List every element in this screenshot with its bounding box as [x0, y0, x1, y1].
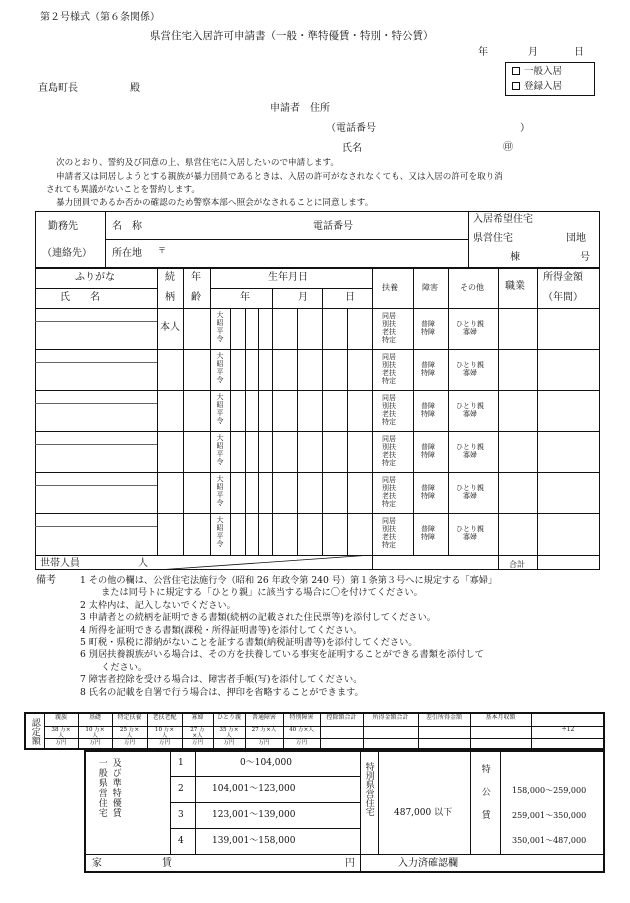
date-month[interactable]: 月: [528, 47, 538, 58]
tokuyu-label: 及び準特優賃: [110, 758, 121, 818]
other-option[interactable]: ひとり親: [456, 443, 484, 451]
dependent-option[interactable]: 同居: [382, 312, 396, 320]
col-age-2: 齢: [191, 292, 201, 303]
deduction-col-header: ひとり親: [217, 714, 242, 721]
era-options[interactable]: [214, 311, 226, 343]
range-no-4: 4: [178, 836, 184, 846]
era-option[interactable]: 昭: [216, 442, 224, 450]
dependent-option[interactable]: 同居: [382, 435, 396, 443]
col-age-1: 年: [191, 272, 201, 283]
disability-option[interactable]: 特障: [421, 410, 435, 418]
era-option[interactable]: 令: [216, 417, 224, 425]
rent-label: 家 賃: [92, 858, 172, 869]
applicant-name-label: 氏名: [342, 143, 362, 154]
range-1: 0～104,000: [240, 758, 292, 768]
deduction-col-header: 普通障害: [251, 714, 276, 721]
special-housing-label: 特別県営住宅: [363, 762, 374, 816]
disability-option[interactable]: 特障: [421, 533, 435, 541]
era-option[interactable]: 平: [216, 368, 224, 376]
era-option[interactable]: 昭: [216, 483, 224, 491]
era-option[interactable]: 平: [216, 409, 224, 417]
other-options[interactable]: [456, 361, 484, 377]
deduction-unit: 万円: [295, 740, 308, 746]
col-occupation: 職業: [505, 281, 525, 292]
disability-option[interactable]: 普障: [421, 402, 435, 410]
dependent-options[interactable]: [382, 312, 396, 344]
dependent-option[interactable]: 別扶: [382, 402, 396, 410]
disability-option[interactable]: 特障: [421, 328, 435, 336]
era-option[interactable]: 大: [216, 311, 224, 319]
deduction-col-header: 所得金額合計: [372, 714, 409, 721]
household-diagonal: [157, 555, 372, 570]
col-birth-year: 年: [240, 292, 250, 303]
complex-label: 団地: [566, 233, 586, 244]
era-option[interactable]: 大: [216, 475, 224, 483]
deduction-unit: 万円: [258, 740, 270, 746]
dependent-options[interactable]: [382, 435, 396, 467]
applicant-phone-close: ）: [520, 123, 530, 134]
col-income-1: 所得金額: [543, 272, 583, 283]
dependent-option[interactable]: 特定: [382, 500, 396, 508]
dependent-option[interactable]: 別扶: [382, 320, 396, 328]
note-item: 4 所得を証明できる書類(課税・所得証明書等)を添付してください。: [80, 624, 363, 636]
dependent-option[interactable]: 特定: [382, 377, 396, 385]
col-dependents: 扶養: [382, 283, 398, 292]
dependent-option[interactable]: 別扶: [382, 361, 396, 369]
era-options[interactable]: [214, 393, 226, 425]
form-title: 県営住宅入居許可申請書（一般・準特優賃・特別・特公賃）: [150, 30, 434, 42]
other-option[interactable]: ひとり親: [456, 525, 484, 533]
other-option[interactable]: 寡婦: [463, 328, 477, 336]
deduction-rate: 35 万×人: [219, 727, 239, 740]
disability-options[interactable]: [421, 320, 435, 336]
other-option[interactable]: 寡婦: [463, 533, 477, 541]
disability-option[interactable]: 普障: [421, 320, 435, 328]
dependent-options[interactable]: [382, 517, 396, 549]
other-option[interactable]: ひとり親: [456, 320, 484, 328]
addressee: 直島町長: [38, 83, 78, 94]
dependent-option[interactable]: 特定: [382, 418, 396, 426]
range-2: 104,001～123,000: [212, 784, 296, 794]
option-general-entry[interactable]: [512, 66, 562, 77]
col-furigana: ふりがな: [75, 272, 115, 283]
disability-options[interactable]: [421, 484, 435, 500]
note-item: 8 氏名の記載を自署で行う場合は、押印を省略することができます。: [80, 686, 364, 698]
date-day[interactable]: 日: [574, 47, 584, 58]
housing-label: 県営住宅: [473, 233, 513, 244]
era-option[interactable]: 令: [216, 335, 224, 343]
dependent-option[interactable]: 特定: [382, 336, 396, 344]
other-options[interactable]: [456, 525, 484, 541]
note-item: 1 その他の欄は、公営住宅法施行令（昭和 26 年政令第 240 号）第１条第３号へに規定する「寡婦」: [80, 575, 498, 586]
disability-option[interactable]: 普障: [421, 443, 435, 451]
option-label: 一般入居: [524, 66, 563, 77]
other-options[interactable]: [456, 320, 484, 336]
dependent-option[interactable]: 別扶: [382, 525, 396, 533]
household-unit: 人: [138, 558, 148, 569]
other-option[interactable]: ひとり親: [456, 402, 484, 410]
deduction-col-header: 寡婦: [191, 714, 204, 721]
col-birth: 生年月日: [268, 272, 308, 283]
col-other: その他: [460, 283, 484, 292]
other-option[interactable]: 寡婦: [463, 492, 477, 500]
dependent-option[interactable]: 老扶: [382, 410, 396, 418]
general-housing-label: 一般県営住宅: [96, 758, 107, 818]
era-option[interactable]: 令: [216, 499, 224, 507]
era-option[interactable]: 大: [216, 516, 224, 524]
era-options[interactable]: [214, 352, 226, 384]
deduction-col-header: 控除額合計: [326, 714, 357, 721]
household-label: 世帯人員: [40, 558, 80, 569]
checkbox[interactable]: [512, 67, 520, 75]
deduction-rate: 40 万×人: [289, 727, 314, 733]
era-option[interactable]: 大: [216, 393, 224, 401]
dependent-option[interactable]: 老扶: [382, 492, 396, 500]
range-4: 139,001～158,000: [212, 836, 296, 846]
rent-unit: 円: [345, 858, 355, 869]
deduction-rate: 38 万×人: [51, 727, 71, 740]
disability-options[interactable]: [421, 525, 435, 541]
other-option[interactable]: 寡婦: [463, 410, 477, 418]
deduction-col-header: 特定扶養: [117, 714, 142, 721]
disability-option[interactable]: 特障: [421, 451, 435, 459]
intro-paragraph-2b: されても異議がないことを誓約します。: [46, 185, 201, 195]
era-option[interactable]: 昭: [216, 319, 224, 327]
disability-options[interactable]: [421, 402, 435, 418]
intro-paragraph-1: 次のとおり、誓約及び同意の上、県営住宅に入居したいので申請します。: [56, 158, 339, 168]
deduction-col-header: 老扶老配: [152, 714, 177, 721]
dependent-option[interactable]: 同居: [382, 476, 396, 484]
workplace-name-label: 名 称: [112, 221, 142, 232]
other-options[interactable]: [456, 443, 484, 459]
tokkou-range-2: 259,001～350,000: [512, 811, 587, 820]
tokkou-label: 特公賃: [479, 764, 490, 833]
era-options[interactable]: [214, 516, 226, 548]
era-option[interactable]: 平: [216, 327, 224, 335]
other-options[interactable]: [456, 484, 484, 500]
note-item: または同号トに規定する「ひとり親」に該当する場合に〇を付けてください。: [92, 587, 423, 599]
desired-housing-label: 入居希望住宅: [473, 214, 533, 225]
deduction-rate: 10 万×人: [154, 727, 175, 740]
note-item: 5 町税・県税に滞納がないことを証する書類(納税証明書等)を添付してください。: [80, 637, 418, 648]
range-no-1: 1: [178, 758, 184, 768]
deduction-unit: 万円: [158, 740, 171, 746]
workplace-phone-label: 電話番号: [313, 221, 353, 232]
disability-option[interactable]: 特障: [421, 369, 435, 377]
intro-paragraph-3: 暴力団員であるか否かの確認のため警察本部へ照会がなされることに同意します。: [56, 198, 374, 208]
deduction-rate: 25 万×人: [119, 727, 140, 740]
date-year[interactable]: 年: [478, 47, 488, 58]
col-name: 氏 名: [60, 292, 100, 303]
dependent-option[interactable]: 老扶: [382, 533, 396, 541]
seal-mark: ㊞: [503, 142, 513, 153]
other-option[interactable]: ひとり親: [456, 361, 484, 369]
col-income-2: （年間）: [543, 292, 583, 303]
other-option[interactable]: 寡婦: [463, 369, 477, 377]
deduction-col-header: 差引所得金額: [425, 714, 462, 721]
era-options[interactable]: [214, 475, 226, 507]
workplace-contact-label: （連絡先）: [42, 248, 92, 259]
postal-mark: 〒: [158, 246, 166, 255]
other-option[interactable]: 寡婦: [463, 451, 477, 459]
deduction-rate: 10 万×人: [85, 727, 105, 740]
dependent-option[interactable]: 老扶: [382, 328, 396, 336]
era-option[interactable]: 昭: [216, 401, 224, 409]
special-range: 487,000 以下: [394, 808, 453, 818]
disability-options[interactable]: [421, 361, 435, 377]
deduction-side-label: 認定額: [29, 718, 40, 745]
deduction-unit: 万円: [55, 740, 67, 746]
dependent-option[interactable]: 同居: [382, 517, 396, 525]
other-option[interactable]: ひとり親: [456, 484, 484, 492]
dependent-options[interactable]: [382, 353, 396, 385]
deduction-col-header: 基本月収額: [485, 714, 516, 721]
tokkou-range-1: 158,000～259,000: [512, 786, 587, 795]
dependent-option[interactable]: 別扶: [382, 484, 396, 492]
notes-label: 備考: [36, 575, 56, 586]
dependent-option[interactable]: 別扶: [382, 443, 396, 451]
col-relation-2: 柄: [165, 292, 175, 303]
col-birth-month: 月: [298, 292, 308, 303]
note-item: 6 別居扶養親族がいる場合は、その方を扶養している事実を証明することができる書類を添付して: [80, 649, 484, 661]
intro-paragraph-2a: 申請者又は同居しようとする親族が暴力団員であるときは、入居の許可がなされなくても、又は入居の許可を取り消: [56, 172, 503, 182]
option-label: 登録入居: [524, 81, 563, 92]
deduction-divisor: ÷12: [561, 726, 575, 733]
dependent-option[interactable]: 同居: [382, 394, 396, 402]
deduction-rate: 27 万×人: [251, 727, 277, 733]
deduction-unit: 万円: [191, 740, 204, 746]
deduction-col-header: 基礎: [88, 714, 101, 721]
dependent-option[interactable]: 老扶: [382, 451, 396, 459]
checkbox[interactable]: [512, 82, 520, 90]
building-label: 棟: [510, 252, 520, 263]
tokkou-range-3: 350,001～487,000: [512, 836, 587, 845]
total-label: 合計: [509, 560, 525, 569]
era-option[interactable]: 令: [216, 376, 224, 384]
deduction-col-header: 特別障害: [289, 714, 314, 721]
range-3: 123,001～139,000: [212, 810, 296, 820]
dependent-option[interactable]: 特定: [382, 541, 396, 549]
applicant-address-label: 申請者 住所: [270, 103, 330, 114]
disability-option[interactable]: 普障: [421, 525, 435, 533]
col-relation-1: 続: [165, 272, 175, 283]
note-item: 3 申請者との続柄を証明できる書類(続柄の記載された住民票等)を添付してください。: [80, 612, 436, 624]
entry-confirm-label: 入力済確認欄: [398, 858, 458, 869]
era-option[interactable]: 大: [216, 352, 224, 360]
family-table: [35, 268, 600, 570]
disability-option[interactable]: 普障: [421, 361, 435, 369]
deduction-unit: 万円: [223, 740, 235, 746]
era-option[interactable]: 昭: [216, 360, 224, 368]
option-registered-entry[interactable]: [512, 81, 562, 92]
note-item: 2 太枠内は、記入しないでください。: [80, 599, 236, 611]
workplace-label: 勤務先: [48, 221, 78, 232]
col-birth-day: 日: [345, 292, 355, 303]
era-option[interactable]: 令: [216, 458, 224, 466]
era-options[interactable]: [214, 434, 226, 466]
deduction-unit: 万円: [123, 740, 136, 746]
deduction-unit: 万円: [89, 740, 101, 746]
era-option[interactable]: 令: [216, 540, 224, 548]
workplace-address-label: 所在地: [112, 248, 142, 259]
other-options[interactable]: [456, 402, 484, 418]
addressee-honorific: 殿: [130, 83, 140, 94]
dependent-options[interactable]: [382, 476, 396, 508]
dependent-option[interactable]: 特定: [382, 459, 396, 467]
era-option[interactable]: 平: [216, 491, 224, 499]
disability-options[interactable]: [421, 443, 435, 459]
deduction-col-header: 親族: [54, 714, 67, 721]
range-no-3: 3: [178, 810, 184, 820]
form-number: 第２号様式（第６条関係）: [40, 12, 160, 23]
dependent-option[interactable]: 老扶: [382, 369, 396, 377]
note-item: ください。: [92, 661, 148, 673]
dependent-options[interactable]: [382, 394, 396, 426]
era-option[interactable]: 昭: [216, 524, 224, 532]
unit-label: 号: [580, 252, 590, 263]
col-disability: 障害: [422, 283, 438, 292]
applicant-phone-label: （電話番号: [326, 123, 376, 134]
era-option[interactable]: 平: [216, 450, 224, 458]
self-label: 本人: [160, 322, 180, 333]
note-item: 7 障害者控除を受ける場合は、障害者手帳(写)を添付してください。: [80, 674, 363, 686]
range-no-2: 2: [178, 784, 184, 794]
disability-option[interactable]: 普障: [421, 484, 435, 492]
dependent-option[interactable]: 同居: [382, 353, 396, 361]
era-option[interactable]: 平: [216, 532, 224, 540]
deduction-rate: 27 万×人: [190, 727, 205, 740]
era-option[interactable]: 大: [216, 434, 224, 442]
disability-option[interactable]: 特障: [421, 492, 435, 500]
